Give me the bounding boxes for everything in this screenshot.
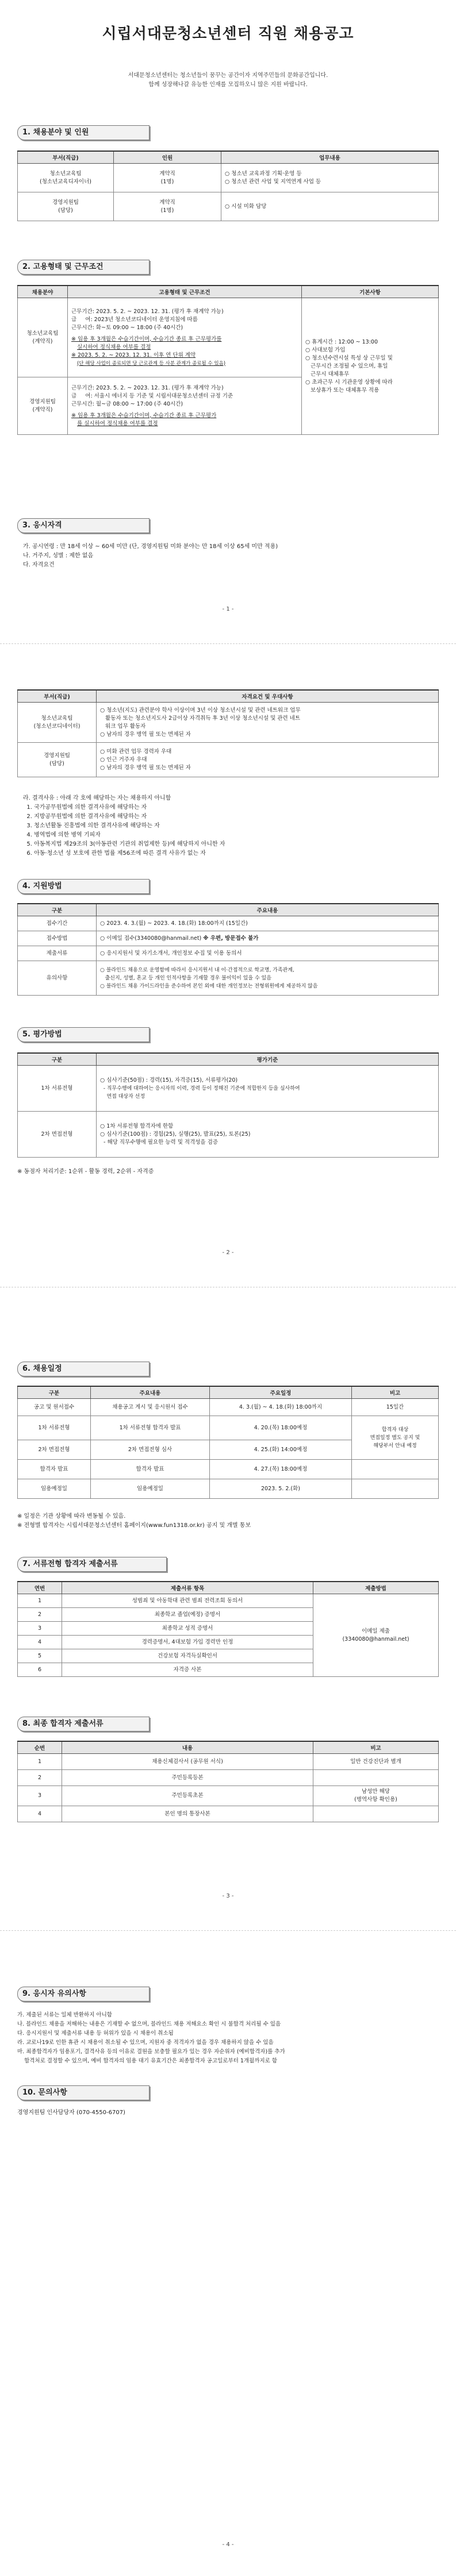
cond-line: 근무기간: 2023. 5. 2. ~ 2023. 12. 31. (평가 후 재계약 가능) bbox=[71, 384, 224, 391]
qual-line: ○ 인근 거주자 우대 bbox=[100, 756, 147, 763]
table-apply bbox=[17, 903, 439, 996]
cell-key: 접수기간 bbox=[18, 916, 97, 931]
cond-note: (단 해당 사업이 종료되면 당 근로관계 등 사분 관계가 종료될 수 있음) bbox=[77, 360, 226, 367]
cell-remark: 15일간 bbox=[352, 1399, 439, 1416]
cell-dept-sub: (청소년교육디자이너) bbox=[39, 178, 91, 185]
cell-type: (계약직) bbox=[32, 406, 53, 413]
th-count: 인원 bbox=[114, 151, 221, 164]
th-doc: 내용 bbox=[62, 1741, 313, 1754]
cell-doc: 경력증명서, 4대보험 가입 경력만 인정 bbox=[62, 1636, 313, 1649]
notice-line: 다. 응시지원서 및 제출서류 내용 등 허위가 있을 시 채용이 취소됨 bbox=[17, 2030, 174, 2037]
cell-content: 2차 면접전형 심사 bbox=[91, 1440, 210, 1460]
eval-line: - 해당 직무수행에 필요한 능력 및 적격성을 검증 bbox=[100, 1139, 218, 1146]
cond-note: 실시하여 정식채용 여부를 결정 bbox=[77, 344, 151, 350]
section-9-header: 9. 응시자 유의사항 bbox=[17, 1987, 150, 2002]
disq-line: 라. 결격사유 : 아래 각 호에 해당하는 자는 채용하지 아니함 bbox=[23, 795, 171, 801]
cell-no: 4 bbox=[18, 1636, 62, 1649]
eval-line: ○ 심사기준(100점) : 경험(25), 실행(25), 발표(25), 토론(25) bbox=[100, 1131, 251, 1137]
cell-no: 6 bbox=[18, 1663, 62, 1677]
tie-break-note: ※ 동점자 처리기준: 1순위 - 활동 경력, 2순위 - 자격증 bbox=[17, 1169, 154, 1175]
qualification-text bbox=[23, 542, 437, 570]
cond-line: 근무기간: 2023. 5. 2. ~ 2023. 12. 31. (평가 후 재계약 가능) bbox=[71, 308, 224, 315]
cell-key: 2차 면접전형 bbox=[18, 1112, 97, 1158]
intro-line-1: 서대문청소년센터는 청소년들이 꿈꾸는 공간이자 지역주민들의 문화공간입니다. bbox=[128, 72, 328, 79]
table-row bbox=[18, 703, 439, 743]
cell-content: 1차 서류전형 합격자 발표 bbox=[91, 1416, 210, 1440]
table-row bbox=[18, 1066, 439, 1112]
cell-doc: 자격증 사본 bbox=[62, 1663, 313, 1677]
th-basic: 기본사항 bbox=[302, 286, 439, 298]
q-line: 나. 거주지, 성별 : 제한 없음 bbox=[23, 553, 94, 559]
cell-doc: 주민등록초본 bbox=[62, 1786, 313, 1806]
qual-line: ○ 청소년(지도) 관련분야 학사 이상이며 3년 이상 청소년시설 및 관련 네트워크 업무 bbox=[100, 707, 301, 714]
cell-kind: 합격자 발표 bbox=[18, 1460, 91, 1479]
q-line: 가. 공시연령 : 만 18세 이상 ~ 60세 미만 (단, 경영지원팀 미화 분야는 만 18세 이상 65세 미만 적용) bbox=[23, 543, 278, 550]
table-qualification bbox=[17, 689, 439, 777]
table-row bbox=[18, 1460, 439, 1479]
table-row bbox=[18, 1786, 439, 1806]
note-line: ※ 전형별 합격자는 시립서대문청소년센터 홈페이지(www.fun1318.or.kr) 공지 및 개별 통보 bbox=[17, 1522, 251, 1529]
cell-dept-sub: (청소년코디네이터) bbox=[33, 723, 81, 730]
basic-line: ○ 초과근무 시 기관운영 상황에 따라 bbox=[305, 379, 393, 385]
intro-line-2: 함께 성장해나갈 유능한 인재를 모집하오니 많은 지원 바랍니다. bbox=[148, 82, 308, 88]
cell-date: 4. 3.(월) ~ 4. 18.(화) 18:00까지 bbox=[210, 1399, 352, 1416]
qual-line: 워크 업무 활동자 bbox=[100, 723, 146, 730]
table-row bbox=[18, 931, 439, 946]
table-row bbox=[18, 298, 439, 377]
cell-date: 2023. 5. 2.(화) bbox=[210, 1479, 352, 1499]
cell-remark: 남성만 해당 bbox=[362, 1788, 390, 1795]
cell-date: 4. 25.(화) 14:00예정 bbox=[210, 1440, 352, 1460]
notice-line: 라. 교로나19로 인한 휴관 시 채용이 취소될 수 있으며, 지원자 중 적격자가 없을 경우 채용하지 않을 수 있음 bbox=[17, 2039, 274, 2046]
cell-dept: 청소년교육팀 bbox=[49, 170, 82, 177]
cell-remark: 합격자 대상 bbox=[381, 1426, 409, 1433]
cond-note: ※ 임용 후 3개월은 수습기간이며, 수습기간 종료 후 근무평가를 bbox=[71, 336, 222, 342]
cell-dept: 경영지원팀 bbox=[44, 752, 70, 759]
page-number: - 2 - bbox=[222, 1250, 234, 1256]
th-kind: 구분 bbox=[18, 1053, 97, 1066]
cond-line: 근무시간: 화~토 09:00 ~ 18:00 (주 40시간) bbox=[71, 324, 183, 331]
eval-line: 면접 대상자 선정 bbox=[100, 1093, 145, 1100]
th-kind: 구분 bbox=[18, 904, 97, 916]
table-row bbox=[18, 1754, 439, 1770]
table-schedule bbox=[17, 1386, 439, 1499]
cell-dept: 경영지원팀 bbox=[52, 199, 79, 206]
cell-warning: ※ 우편, 방문접수 불가 bbox=[203, 935, 259, 942]
disq-line: 1. 국가공무원법에 의한 결격사유에 해당하는 자 bbox=[23, 804, 147, 811]
cell-no: 2 bbox=[18, 1608, 62, 1622]
th-kind: 구분 bbox=[18, 1386, 91, 1399]
th-qual: 자격요건 및 우대사항 bbox=[97, 690, 439, 703]
notice-line: 나. 블라인드 채용을 저해하는 내용은 기재할 수 없으며, 블라인드 채용 저해요소 확인 시 불합격 처리될 수 있음 bbox=[17, 2021, 281, 2027]
cell-type: (계약직) bbox=[32, 338, 53, 345]
th-criteria: 평가기준 bbox=[97, 1053, 439, 1066]
disq-line: 6. 아동·청소년 성 보호에 관한 법률 제56조에 따른 결격 사유가 없는 자 bbox=[23, 850, 206, 857]
cell-value: ○ 응시지원서 및 자기소개서, 개인정보 수집 및 이용 동의서 bbox=[97, 946, 439, 961]
page-title: 시립서대문청소년센터 직원 채용공고 bbox=[102, 25, 354, 43]
th-dept: 부서(직급) bbox=[18, 690, 97, 703]
table-row bbox=[18, 192, 439, 221]
cell-doc: 성범죄 및 아동학대 관련 범죄 전력조회 동의서 bbox=[62, 1594, 313, 1608]
qual-line: ○ 미화 관련 업무 경력자 우대 bbox=[100, 748, 172, 755]
th-doc: 제출서류 항목 bbox=[62, 1582, 313, 1594]
disq-line: 4. 병역법에 의한 병역 기피자 bbox=[23, 832, 101, 838]
eval-line: ○ 1차 서류전형 합격자에 한함 bbox=[100, 1123, 174, 1129]
cond-note: ※ 임용 후 3개월은 수습기간이며, 수습기간 종료 후 근무평가 bbox=[71, 412, 217, 419]
th-content: 주요내용 bbox=[91, 1386, 210, 1399]
page-3 bbox=[0, 1287, 456, 1930]
cell-dept: 경영지원팀 bbox=[29, 398, 56, 405]
cell-date: 4. 27.(목) 18:00예정 bbox=[210, 1460, 352, 1479]
notice-line: 합격처로 결정할 수 있으며, 예비 합격자의 임용 대기 유효기간은 최종합격자 공고일로부터 1개월까지로 함 bbox=[17, 2058, 277, 2064]
notice-line: 출신지, 성별, 혼교 등 개인 인적사항을 기재할 경우 불이익이 있을 수 있음 bbox=[100, 975, 271, 981]
cell-no: 3 bbox=[18, 1622, 62, 1636]
qual-line: ○ 남자의 경우 병역 필 또는 면제된 자 bbox=[100, 764, 191, 771]
cell-no: 5 bbox=[18, 1649, 62, 1663]
th-dept: 부서(직급) bbox=[18, 151, 114, 164]
table-row bbox=[18, 1479, 439, 1499]
cell-method-email: (3340080@hanmail.net) bbox=[342, 1636, 409, 1642]
basic-line: 근무시 대체휴무 bbox=[305, 371, 350, 377]
table-documents bbox=[17, 1581, 439, 1677]
notice-line: 가. 제출된 서류는 일체 반환하지 아니함 bbox=[17, 2012, 112, 2018]
table-final-documents bbox=[17, 1741, 439, 1822]
basic-line: ○ 휴게시간 : 12:00 ~ 13:00 bbox=[305, 338, 378, 345]
cell-doc: 건강보험 자격득실확인서 bbox=[62, 1649, 313, 1663]
section-6-header: 6. 채용일정 bbox=[17, 1362, 150, 1376]
th-method: 제출방법 bbox=[313, 1582, 439, 1594]
cell-task: ○ 청소년 교육과정 기획·운영 등 bbox=[225, 170, 302, 177]
table-row bbox=[18, 1416, 439, 1440]
cond-line: 급 여: 서울시 에너지 등 기준 및 시립서대문청소년센터 규정 기준 bbox=[71, 392, 233, 399]
cell-date: 4. 20.(목) 18:00예정 bbox=[210, 1416, 352, 1440]
page-1 bbox=[0, 0, 456, 643]
th-remark: 비고 bbox=[352, 1386, 439, 1399]
cell-no: 3 bbox=[18, 1786, 62, 1806]
cell-key: 접수방법 bbox=[18, 931, 97, 946]
cell-no: 1 bbox=[18, 1754, 62, 1770]
cell-content: 합격자 발표 bbox=[91, 1460, 210, 1479]
cell-value: ○ 2023. 4. 3.(월) ~ 2023. 4. 18.(화) 18:00까지 (15일간) bbox=[97, 916, 439, 931]
cell-kind: 1차 서류전형 bbox=[18, 1416, 91, 1440]
table-row bbox=[18, 1399, 439, 1416]
table-row bbox=[18, 961, 439, 996]
cond-line: 급 여: 2023년 청소년코디네이터 운영지침에 따름 bbox=[71, 316, 198, 323]
cell-content: 채용공고 게시 및 응시원서 접수 bbox=[91, 1399, 210, 1416]
eval-line: - 직무수행에 대하여는 응시자의 이력, 경력 등이 정해진 기준에 적합한지 등을 심사하여 bbox=[100, 1085, 300, 1092]
notice-line: 마. 최종합격자가 임용포기, 결격사유 등의 이유로 결원을 보충할 필요가 있는 경우 자순위자 (예비합격자)를 추가 bbox=[17, 2049, 285, 2055]
page-2 bbox=[0, 643, 456, 1287]
cell-no: 2 bbox=[18, 1770, 62, 1786]
cell-key: 유의사항 bbox=[18, 961, 97, 996]
table-row bbox=[18, 743, 439, 777]
cell-remark bbox=[352, 1479, 439, 1499]
cell-remark-sub: (병역사항 확인용) bbox=[354, 1796, 397, 1803]
qual-line: 활동자 또는 청소년지도사 2급이상 자격취득 후 3년 이상 청소년시설 및 관련 네트 bbox=[100, 715, 301, 722]
th-no: 순번 bbox=[18, 1741, 62, 1754]
page-number: - 1 - bbox=[222, 606, 234, 612]
applicant-notice bbox=[17, 2011, 443, 2066]
disq-line: 5. 아동복지법 제29조의 3(아동관련 기관의 취업제한 등)에 해당하지 아니한 자 bbox=[23, 841, 225, 847]
cell-remark: 해당부서 안내 예정 bbox=[373, 1443, 417, 1449]
eval-line: ○ 심사기준(50점) : 경력(15), 자격증(15), 서류평가(20) bbox=[100, 1077, 238, 1083]
disq-line: 3. 청소년활동 진흥법에 의한 결격사유에 해당하는 자 bbox=[23, 823, 160, 829]
cell-key: 제출서류 bbox=[18, 946, 97, 961]
notice-line: ○ 블라인드 채용으로 운영함에 따라서 응시지원서 내 이·간접적으로 학교명, 가족관계, bbox=[100, 967, 294, 973]
cell-count: (1명) bbox=[160, 178, 174, 185]
table-row bbox=[18, 164, 439, 192]
table-conditions bbox=[17, 285, 439, 435]
cell-kind: 공고 및 원서접수 bbox=[18, 1399, 91, 1416]
cell-key: 1차 서류전형 bbox=[18, 1066, 97, 1112]
cond-line: 근무시간: 월~금 08:00 ~ 17:00 (주 40시간) bbox=[71, 400, 183, 407]
cell-remark: 면접일정 별도 공지 및 bbox=[370, 1434, 420, 1441]
note-line: ※ 일정은 기관 상황에 따라 변동될 수 있음. bbox=[17, 1513, 126, 1520]
cell-dept: 청소년교육팀 bbox=[26, 330, 59, 337]
cell-doc: 본인 명의 통장사본 bbox=[62, 1806, 313, 1822]
schedule-notes bbox=[17, 1512, 431, 1530]
cell-remark bbox=[352, 1460, 439, 1479]
cell-doc: 최종학교 성적 증명서 bbox=[62, 1622, 313, 1636]
page-number: - 4 - bbox=[222, 2542, 234, 2548]
section-7-header: 7. 서류전형 합격자 제출서류 bbox=[17, 1557, 167, 1572]
cell-dept: 청소년교육팀 bbox=[41, 715, 73, 722]
cell-kind: 임용예정일 bbox=[18, 1479, 91, 1499]
table-positions bbox=[17, 151, 439, 221]
basic-line: ○ 사대보험 가입 bbox=[305, 346, 346, 353]
page-number: - 3 - bbox=[222, 1893, 234, 1899]
section-4-header: 4. 지원방법 bbox=[17, 879, 150, 894]
cell-content: 임용예정일 bbox=[91, 1479, 210, 1499]
cell-doc: 채용신체검사서 (공무원 서식) bbox=[62, 1754, 313, 1770]
th-content: 주요내용 bbox=[97, 904, 439, 916]
table-row bbox=[18, 946, 439, 961]
table-row bbox=[18, 1112, 439, 1158]
th-condition: 고용형태 및 근무조건 bbox=[68, 286, 302, 298]
cell-task: ○ 시설 미화 담당 bbox=[225, 203, 267, 210]
cell-type: 계약직 bbox=[159, 170, 175, 177]
section-10-header: 10. 문의사항 bbox=[17, 2085, 150, 2100]
cell-remark bbox=[313, 1770, 439, 1786]
table-evaluation bbox=[17, 1052, 439, 1158]
section-8-header: 8. 최종 합격자 제출서류 bbox=[17, 1717, 150, 1732]
cell-no: 1 bbox=[18, 1594, 62, 1608]
section-1-header: 1. 채용분야 및 인원 bbox=[17, 125, 150, 140]
section-5-header: 5. 평가방법 bbox=[17, 1027, 150, 1042]
cond-note: 를 실시하여 정식채용 여부를 결정 bbox=[77, 420, 158, 427]
cell-type: 계약직 bbox=[159, 199, 175, 206]
cell-kind: 2차 면접전형 bbox=[18, 1440, 91, 1460]
page-4 bbox=[0, 1930, 456, 2576]
cond-note: ※ 2023. 5. 2. ~ 2023. 12. 31. 이후 연 단위 계약 bbox=[71, 352, 196, 358]
cell-doc: 주민등록등본 bbox=[62, 1770, 313, 1786]
cell-remark: 일반 건강진단과 별개 bbox=[313, 1754, 439, 1770]
basic-line: ○ 청소년수련시설 특성 상 근무일 및 bbox=[305, 354, 393, 361]
basic-line: 보상휴가 또는 대체휴무 적용 bbox=[305, 387, 380, 394]
basic-line: 근무시간 조정될 수 있으며, 휴일 bbox=[305, 363, 388, 369]
table-row bbox=[18, 1594, 439, 1608]
qual-line: ○ 남자의 경우 병역 필 또는 면제된 자 bbox=[100, 731, 191, 738]
th-date: 주요일정 bbox=[210, 1386, 352, 1399]
section-2-header: 2. 고용형태 및 근무조건 bbox=[17, 260, 150, 275]
cell-value: ○ 이메일 접수(3340080@hanmail.net) bbox=[100, 935, 204, 942]
table-row bbox=[18, 1806, 439, 1822]
cell-dept-sub: (담당) bbox=[49, 760, 64, 767]
cell-dept-sub: (담당) bbox=[58, 207, 73, 214]
cell-count: (1명) bbox=[160, 207, 174, 214]
cell-remark bbox=[313, 1806, 439, 1822]
th-field: 채용분야 bbox=[18, 286, 68, 298]
th-remark: 비고 bbox=[313, 1741, 439, 1754]
cell-no: 4 bbox=[18, 1806, 62, 1822]
q-line: 다. 자격요건 bbox=[23, 562, 55, 568]
table-row bbox=[18, 1770, 439, 1786]
disq-line: 2. 지방공무원법에 의한 결격사유에 해당하는 자 bbox=[23, 813, 147, 820]
cell-doc: 최종학교 졸업(예정) 증명서 bbox=[62, 1608, 313, 1622]
th-no: 연번 bbox=[18, 1582, 62, 1594]
th-task: 업무내용 bbox=[221, 151, 439, 164]
table-row bbox=[18, 916, 439, 931]
section-3-header: 3. 응시자격 bbox=[17, 518, 150, 533]
cell-method: 이메일 제출 bbox=[362, 1628, 390, 1634]
intro-text bbox=[0, 71, 456, 90]
contact-info: 경영지원팀 인사담당자 (070-4550-6707) bbox=[17, 2110, 125, 2116]
cell-task: ○ 청소년 관련 사업 및 지역연계 사업 등 bbox=[225, 178, 321, 185]
notice-line: ○ 블라인드 채용 가이드라인을 준수하여 본인 외에 대한 개인정보는 전형위원에게 제공하지 않음 bbox=[100, 983, 318, 989]
disqualification-text bbox=[23, 794, 437, 858]
